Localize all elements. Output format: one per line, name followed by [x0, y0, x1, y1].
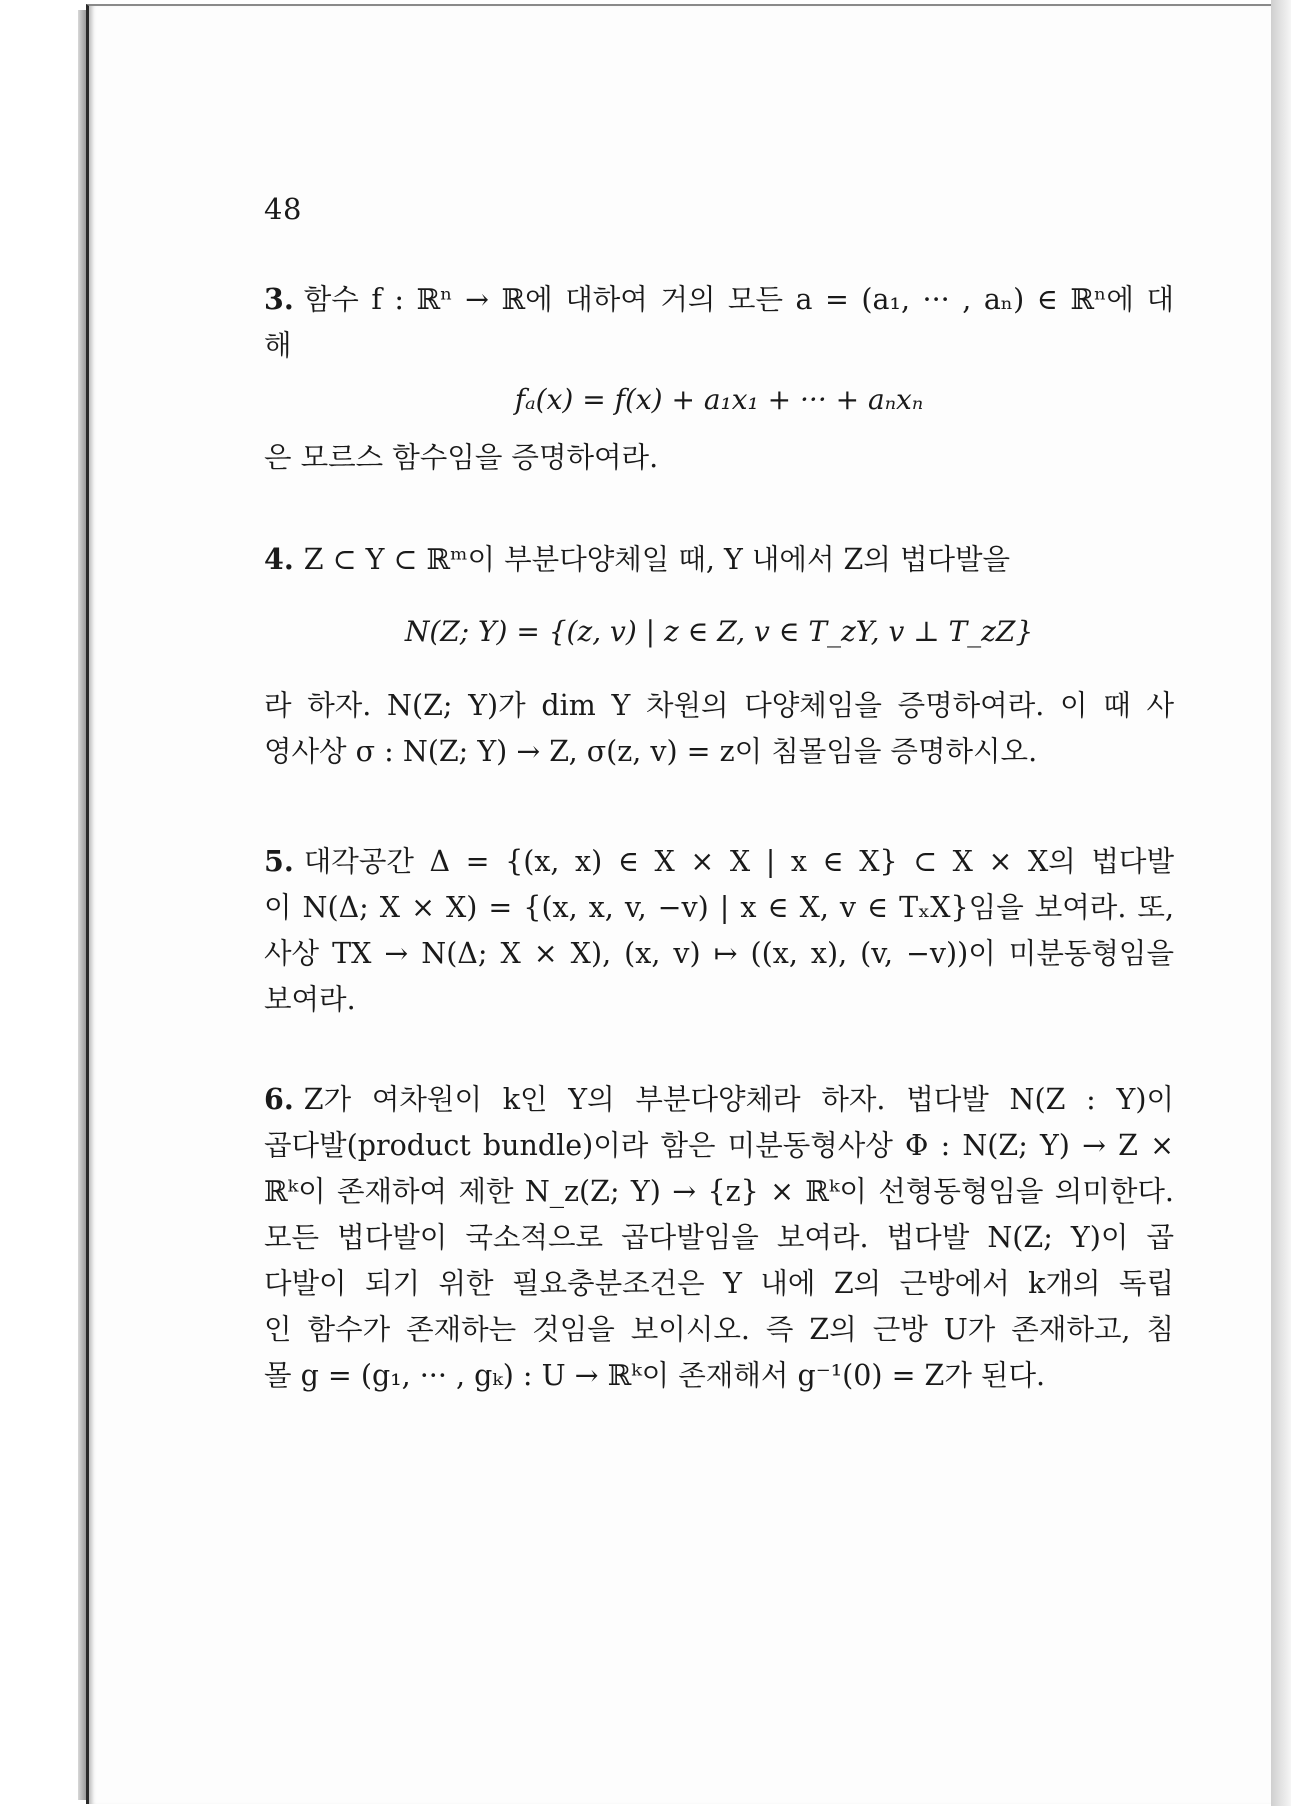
- problem-line: 이 N(Δ; X × X) = {(x, x, v, −v) | x ∈ X, v ∈ TₓX}임을 보여라. 또,: [264, 891, 1174, 924]
- problem-4: [264, 536, 1174, 775]
- page-number: 48: [264, 192, 302, 226]
- problem-line: 다발이 되기 위한 필요충분조건은 Y 내에 Z의 근방에서 k개의 독립: [264, 1267, 1174, 1300]
- problem-number: 5.: [264, 844, 294, 878]
- problem-number: 6.: [264, 1082, 294, 1116]
- problem-number: 3.: [264, 282, 294, 316]
- problem-line: 영사상 σ : N(Z; Y) → Z, σ(z, v) = z이 침몰임을 증명하시오.: [264, 735, 1038, 768]
- problem-line: 라 하자. N(Z; Y)가 dim Y 차원의 다양체임을 증명하여라. 이 때 사: [264, 689, 1174, 722]
- problem-text: 대각공간 Δ = {(x, x) ∈ X × X | x ∈ X} ⊂ X × X의 법다발: [303, 845, 1174, 878]
- problem-line: 은 모르스 함수임을 증명하여라.: [264, 441, 659, 474]
- problem-line: 인 함수가 존재하는 것임을 보이시오. 즉 Z의 근방 U가 존재하고, 침: [264, 1313, 1174, 1346]
- problem-3: [264, 276, 1174, 481]
- problem-text: Z가 여차원이 k인 Y의 부분다양체라 하자. 법다발 N(Z : Y)이: [303, 1083, 1174, 1116]
- problem-line: [264, 1076, 1174, 1123]
- problem-line: 모든 법다발이 국소적으로 곱다발임을 보여라. 법다발 N(Z; Y)이 곱: [264, 1221, 1174, 1254]
- problem-line: 몰 g = (g₁, ··· , gₖ) : U → ℝᵏ이 존재해서 g⁻¹(0) = Z가 된다.: [264, 1359, 1046, 1392]
- problem-line: ℝᵏ이 존재하여 제한 N_z(Z; Y) → {z} × ℝᵏ이 선형동형임을 의미한다.: [264, 1175, 1174, 1208]
- problem-number: 4.: [264, 542, 294, 576]
- problem-6: [264, 1076, 1174, 1399]
- problem-line: [264, 536, 1174, 583]
- problem-line: 사상 TX → N(Δ; X × X), (x, v) ↦ ((x, x), (v, −v))이 미분동형임을: [264, 937, 1174, 970]
- problem-text: 함수 f : ℝⁿ → ℝ에 대하여 거의 모든 a = (a₁, ··· , aₙ) ∈ ℝⁿ에 대: [303, 283, 1174, 316]
- problem-text: Z ⊂ Y ⊂ ℝᵐ이 부분다양체일 때, Y 내에서 Z의 법다발을: [303, 543, 1011, 576]
- display-equation: N(Z; Y) = {(z, v) | z ∈ Z, v ∈ T_zY, v ⊥ T_zZ}: [404, 615, 1034, 648]
- problem-line: [264, 276, 1174, 323]
- book-spine: [78, 10, 86, 1800]
- page-edge-shadow: [1271, 0, 1291, 1806]
- problem-5: [264, 838, 1174, 1023]
- problem-line: 보여라.: [264, 983, 356, 1016]
- problem-line: 곱다발(product bundle)이라 함은 미분동형사상 Φ : N(Z; Y) → Z ×: [264, 1129, 1174, 1162]
- display-equation: fₐ(x) = f(x) + a₁x₁ + ··· + aₙxₙ: [514, 383, 924, 416]
- problem-line: 해: [264, 329, 292, 362]
- problem-line: [264, 838, 1174, 885]
